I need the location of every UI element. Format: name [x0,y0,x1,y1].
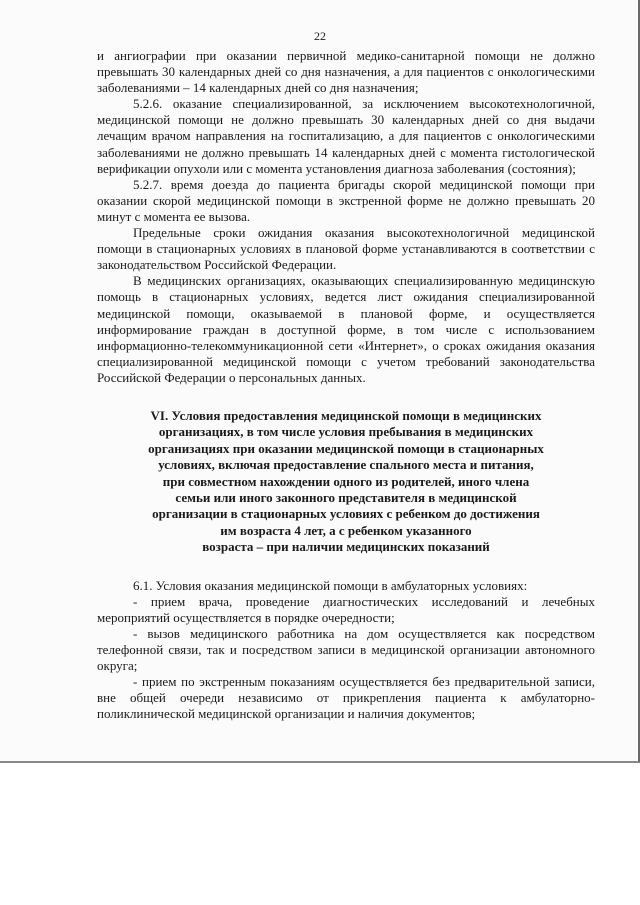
paragraph: - вызов медицинского работника на дом осуществляется как посредством телефонной связи, так и посредством записи в медицинской организации автономного округа; [97,625,595,674]
heading-line: им возраста 4 лет, а с ребенком указанного [220,522,472,538]
paragraph: 6.1. Условия оказания медицинской помощи в амбулаторных условиях: [133,577,528,593]
section-heading [97,408,595,556]
page-number: 22 [314,29,326,43]
heading-line: организациях, в том числе условия пребывания в медицинских [158,424,534,440]
heading-line: при совместном нахождении одного из родителей, иного члена [162,473,530,489]
heading-line: VI. Условия предоставления медицинской помощи в медицинских [150,407,542,423]
paragraph: 5.2.6. оказание специализированной, за исключением высокотехнологичной, медицинской помощи не должно превышать 30 календарных дней со дня выдачи лечащим врачом направления на госпитализацию, а для пациентов с онкологическими заболеваниями не должно превышать 14 календарных дней с момента гистологической верификации опухоли или с момента установления диагноза заболевания (состояния); [97,96,595,176]
paragraph: Предельные сроки ожидания оказания высокотехнологичной медицинской помощи в стационарных условиях в плановой форме устанавливаются в соответствии с законодательством Российской Федерации. [97,225,595,273]
paragraph: - прием врача, проведение диагностических исследований и лечебных мероприятий осуществляется в порядке очередности; [97,593,595,625]
paragraph: В медицинских организациях, оказывающих специализированную медицинскую помощь в стационарных условиях, ведется лист ожидания специализированной медицинской помощи, оказываемой в плановой форме, и осуществляется информирование граждан в доступной форме, в том числе с использованием информационно-телекоммуникационной сети «Интернет», о сроках ожидания оказания специализированной медицинской помощи с учетом требований законодательства Российской Федерации о персональных данных. [97,273,595,385]
heading-line: организациях при оказании медицинской помощи в стационарных [148,440,544,456]
paragraph: - прием по экстренным показаниям осуществляется без предварительной записи, вне общей очереди независимо от прикрепления пациента к амбулаторно-поликлинической медицинской организации и наличия документов; [97,674,595,722]
paragraph: и ангиографии при оказании первичной медико-санитарной помощи не должно превышать 30 календарных дней со дня назначения, а для пациентов с онкологическими заболеваниями – 14 календарных дней со дня назначения; [97,48,595,96]
heading-line: условиях, включая предоставление спального места и питания, [158,457,534,473]
heading-line: возраста – при наличии медицинских показаний [202,539,490,555]
heading-line: семьи или иного законного представителя в медицинской [175,490,517,505]
heading-line: организации в стационарных условиях с ребенком до достижения [152,506,540,522]
paragraph: 5.2.7. время доезда до пациента бригады скорой медицинской помощи при оказании скорой медицинской помощи в экстренной форме не должно превышать 20 минут с момента ее вызова. [97,176,595,224]
document-body [97,48,595,722]
